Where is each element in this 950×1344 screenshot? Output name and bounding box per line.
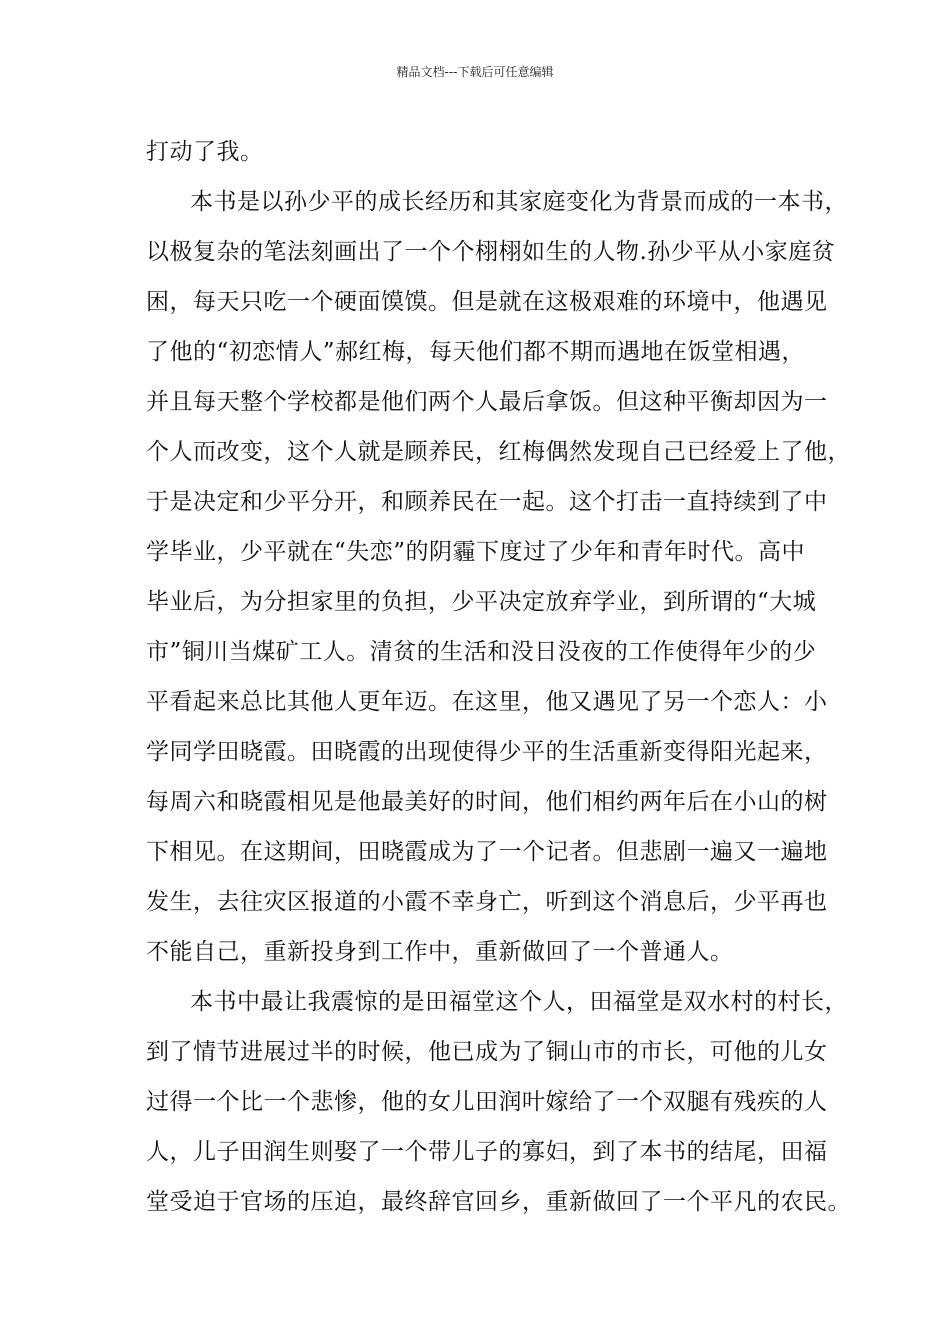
text-line: 过得一个比一个悲惨，他的女儿田润叶嫁给了一个双腿有残疾的人 [146, 1089, 828, 1115]
text-line: 市”铜川当煤矿工人。清贫的生活和没日没夜的工作使得年少的少 [146, 639, 817, 665]
text-line: 以极复杂的笔法刻画出了一个个栩栩如生的人物.孙少平从小家庭贫 [146, 239, 836, 265]
text-line: 毕业后，为分担家里的负担，少平决定放弃学业，到所谓的“大城 [146, 589, 817, 615]
text-line: 人，儿子田润生则娶了一个带儿子的寡妇，到了本书的结尾，田福 [146, 1139, 828, 1165]
text-line: 每周六和晓霞相见是他最美好的时间，他们相约两年后在小山的树 [146, 789, 828, 815]
text-line: 不能自己，重新投身到工作中，重新做回了一个普通人。 [146, 939, 734, 965]
text-line: 学同学田晓霞。田晓霞的出现使得少平的生活重新变得阳光起来， [146, 739, 828, 765]
text-line: 学毕业，少平就在“失恋”的阴霾下度过了少年和青年时代。高中 [146, 539, 806, 565]
text-line: 了他的“初恋情人”郝红梅，每天他们都不期而遇地在饭堂相遇， [146, 339, 806, 365]
text-line: 下相见。在这期间，田晓霞成为了一个记者。但悲剧一遍又一遍地 [146, 839, 828, 865]
page-header: 精品文档---下载后可任意编辑 [396, 65, 554, 79]
text-line: 于是决定和少平分开，和顾养民在一起。这个打击一直持续到了中 [146, 489, 828, 515]
text-line: 打动了我。 [146, 139, 264, 165]
text-line: 本书中最让我震惊的是田福堂这个人，田福堂是双水村的村长， [190, 989, 848, 1015]
text-line: 发生，去往灾区报道的小霞不幸身亡，听到这个消息后，少平再也 [146, 889, 828, 915]
text-line: 堂受迫于官场的压迫，最终辞官回乡，重新做回了一个平凡的农民。 [146, 1189, 851, 1215]
text-line: 本书是以孙少平的成长经历和其家庭变化为背景而成的一本书， [190, 189, 848, 215]
text-line: 并且每天整个学校都是他们两个人最后拿饭。但这种平衡却因为一 [146, 389, 828, 415]
text-line: 平看起来总比其他人更年迈。在这里，他又遇见了另一个恋人：小 [146, 689, 828, 715]
text-line: 到了情节进展过半的时候，他已成为了铜山市的市长，可他的儿女 [146, 1039, 828, 1065]
text-line: 个人而改变，这个人就是顾养民，红梅偶然发现自己已经爱上了他， [146, 439, 851, 465]
text-line: 困，每天只吃一个硬面馍馍。但是就在这极艰难的环境中，他遇见 [146, 289, 828, 315]
